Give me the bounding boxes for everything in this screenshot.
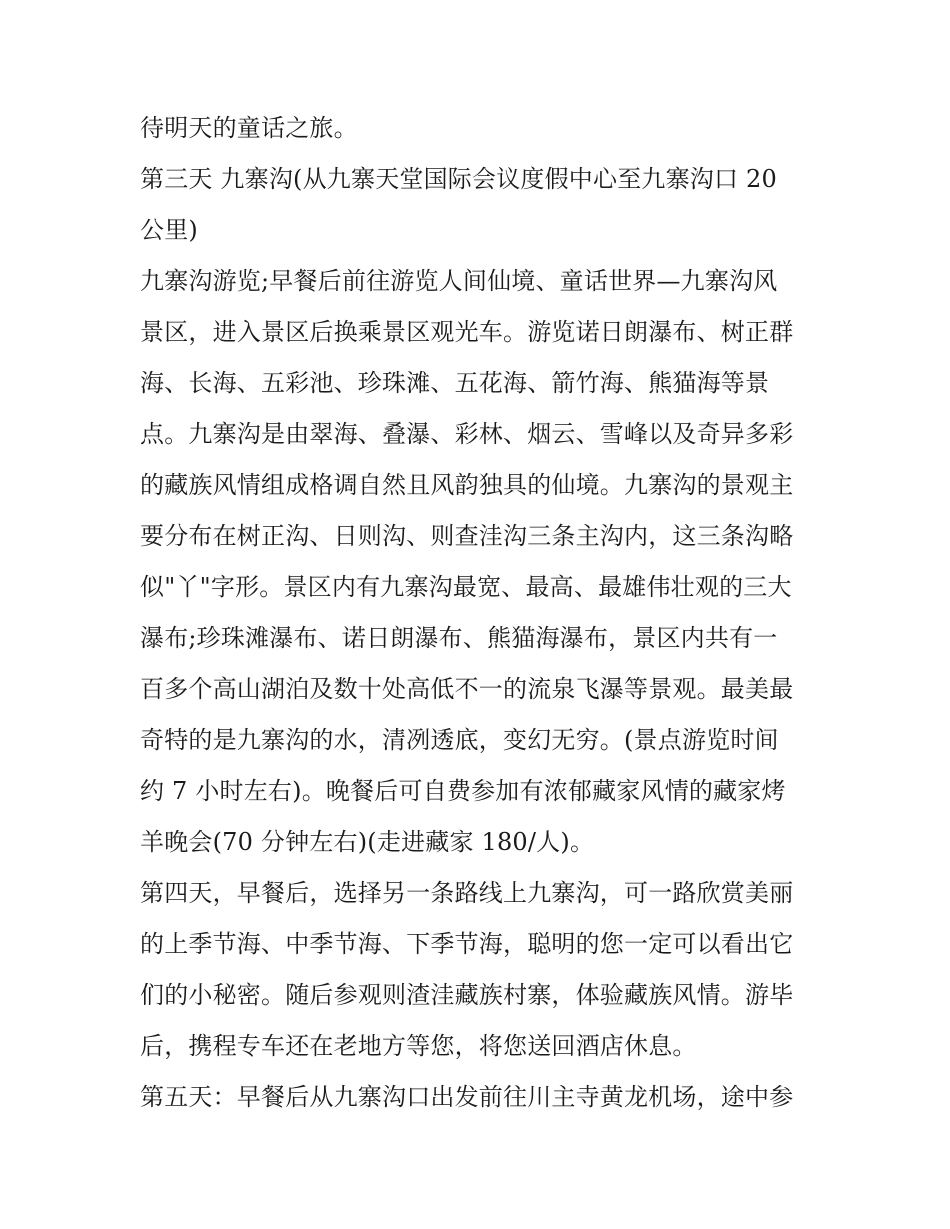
text-line-7: 点。九寨沟是由翠海、叠瀑、彩林、烟云、雪峰以及奇异多彩 — [140, 420, 794, 448]
text-line-13: 奇特的是九寨沟的水，清冽透底，变幻无穷。(景点游览时间 — [140, 726, 779, 754]
text-line-19: 后，携程专车还在老地方等您，将您送回酒店休息。 — [140, 1032, 697, 1060]
text-line-3: 公里) — [140, 216, 198, 244]
text-line-9: 要分布在树正沟、日则沟、则查洼沟三条主沟内，这三条沟略 — [140, 522, 794, 550]
text-line-14: 约 7 小时左右)。晚餐后可自费参加有浓郁藏家风情的藏家烤 — [140, 777, 786, 805]
text-line-4: 九寨沟游览;早餐后前往游览人间仙境、童话世界—九寨沟风 — [140, 267, 778, 295]
text-line-20: 第五天：早餐后从九寨沟口出发前往川主寺黄龙机场，途中参 — [140, 1083, 794, 1111]
text-line-5: 景区，进入景区后换乘景区观光车。游览诺日朗瀑布、树正群 — [140, 318, 794, 346]
document-page — [140, 108, 820, 1128]
text-line-2: 第三天 九寨沟(从九寨天堂国际会议度假中心至九寨沟口 20 — [140, 165, 777, 193]
text-line-11: 瀑布;珍珠滩瀑布、诺日朗瀑布、熊猫海瀑布，景区内共有一 — [140, 624, 778, 652]
text-line-12: 百多个高山湖泊及数十处高低不一的流泉飞瀑等景观。最美最 — [140, 675, 794, 703]
text-line-6: 海、长海、五彩池、珍珠滩、五花海、箭竹海、熊猫海等景 — [140, 369, 770, 397]
text-line-18: 们的小秘密。随后参观则渣洼藏族村寨，体验藏族风情。游毕 — [140, 981, 794, 1009]
text-line-15: 羊晚会(70 分钟左右)(走进藏家 180/人)。 — [140, 828, 595, 856]
text-line-16: 第四天，早餐后，选择另一条路线上九寨沟，可一路欣赏美丽 — [140, 879, 794, 907]
text-line-8: 的藏族风情组成格调自然且风韵独具的仙境。九寨沟的景观主 — [140, 471, 794, 499]
text-line-10: 似"丫"字形。景区内有九寨沟最宽、最高、最雄伟壮观的三大 — [140, 573, 792, 601]
text-line-1: 待明天的童话之旅。 — [140, 114, 358, 142]
text-line-17: 的上季节海、中季节海、下季节海，聪明的您一定可以看出它 — [140, 930, 794, 958]
